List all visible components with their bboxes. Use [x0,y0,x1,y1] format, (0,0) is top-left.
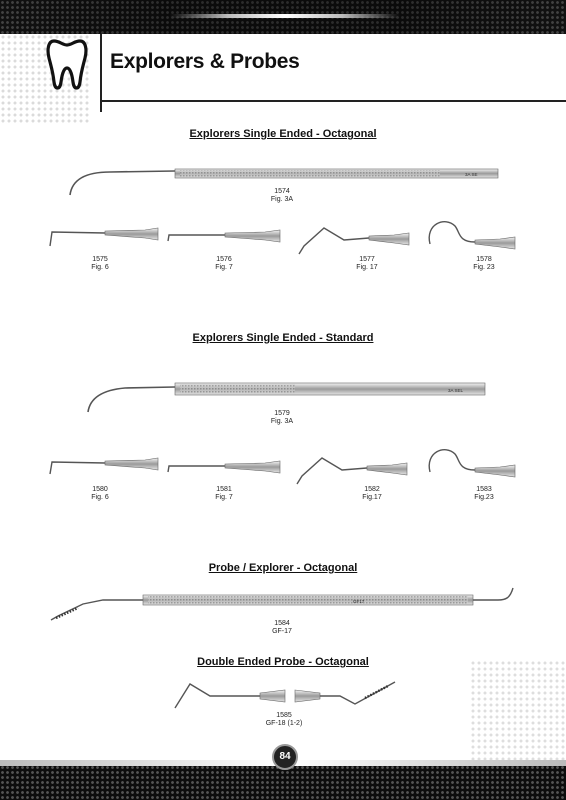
instrument-1584 [48,584,518,624]
caption-1580 [60,486,140,502]
catalog-number: 1584 [274,620,290,627]
instrument-1581 [165,452,285,480]
top-band-shine [170,14,400,18]
figure-label: Fig. 3A [270,196,294,203]
top-decorative-band [0,0,566,34]
figure-label: Fig. 6 [91,264,109,271]
caption-1579 [242,410,322,426]
catalog-number: 1575 [92,256,108,263]
page-number-badge: 84 [272,744,298,770]
section-title-explorers-standard: Explorers Single Ended - Standard [192,332,374,344]
instrument-1585 [170,676,400,716]
figure-label: GF-18 (1-2) [265,720,303,727]
instrument-1578 [420,214,520,256]
header-horizontal-rule [100,100,566,102]
instrument-1583 [420,442,520,484]
figure-label: Fig.23 [474,494,494,501]
figure-label: Fig. 7 [215,494,233,501]
figure-label: GF-17 [272,628,292,635]
instrument-1577 [294,218,414,258]
caption-1574 [242,188,322,204]
catalog-number: 1581 [216,486,232,493]
caption-1576 [184,256,264,272]
caption-1575 [60,256,140,272]
section-title-explorers-octagonal: Explorers Single Ended - Octagonal [189,128,377,140]
catalog-number: 1579 [274,410,290,417]
section-title-double-ended-probe: Double Ended Probe - Octagonal [197,656,369,668]
instrument-1582 [292,446,412,486]
catalog-number: 1578 [476,256,492,263]
handle-engraving: 3A SE [465,172,478,177]
catalog-number: 1583 [476,486,492,493]
caption-1585 [244,712,324,728]
figure-label: Fig. 3A [270,418,294,425]
catalog-number: 1582 [364,486,380,493]
caption-1577 [327,256,407,272]
tooth-icon [46,38,88,92]
figure-label: Fig. 23 [473,264,495,271]
handle-engraving: 3A SEL [448,388,464,393]
page-title: Explorers & Probes [110,50,300,73]
catalog-number: 1574 [274,188,290,195]
caption-1584 [242,620,322,636]
figure-label: Fig. 17 [356,264,378,271]
catalog-number: 1580 [92,486,108,493]
figure-label: Fig. 6 [91,494,109,501]
instrument-1576 [165,222,285,250]
handle-engraving: GF17 [353,599,365,604]
section-title-probe-explorer: Probe / Explorer - Octagonal [208,562,358,574]
instrument-1575 [45,222,160,250]
catalog-number: 1576 [216,256,232,263]
caption-1581 [184,486,264,502]
instrument-1580 [45,450,160,478]
caption-1578 [444,256,524,272]
figure-label: Fig. 7 [215,264,233,271]
caption-1582 [332,486,412,502]
catalog-number: 1577 [359,256,375,263]
figure-label: Fig.17 [362,494,382,501]
caption-1583 [444,486,524,502]
halftone-dots-bottom-right [470,660,566,760]
catalog-number: 1585 [276,712,292,719]
